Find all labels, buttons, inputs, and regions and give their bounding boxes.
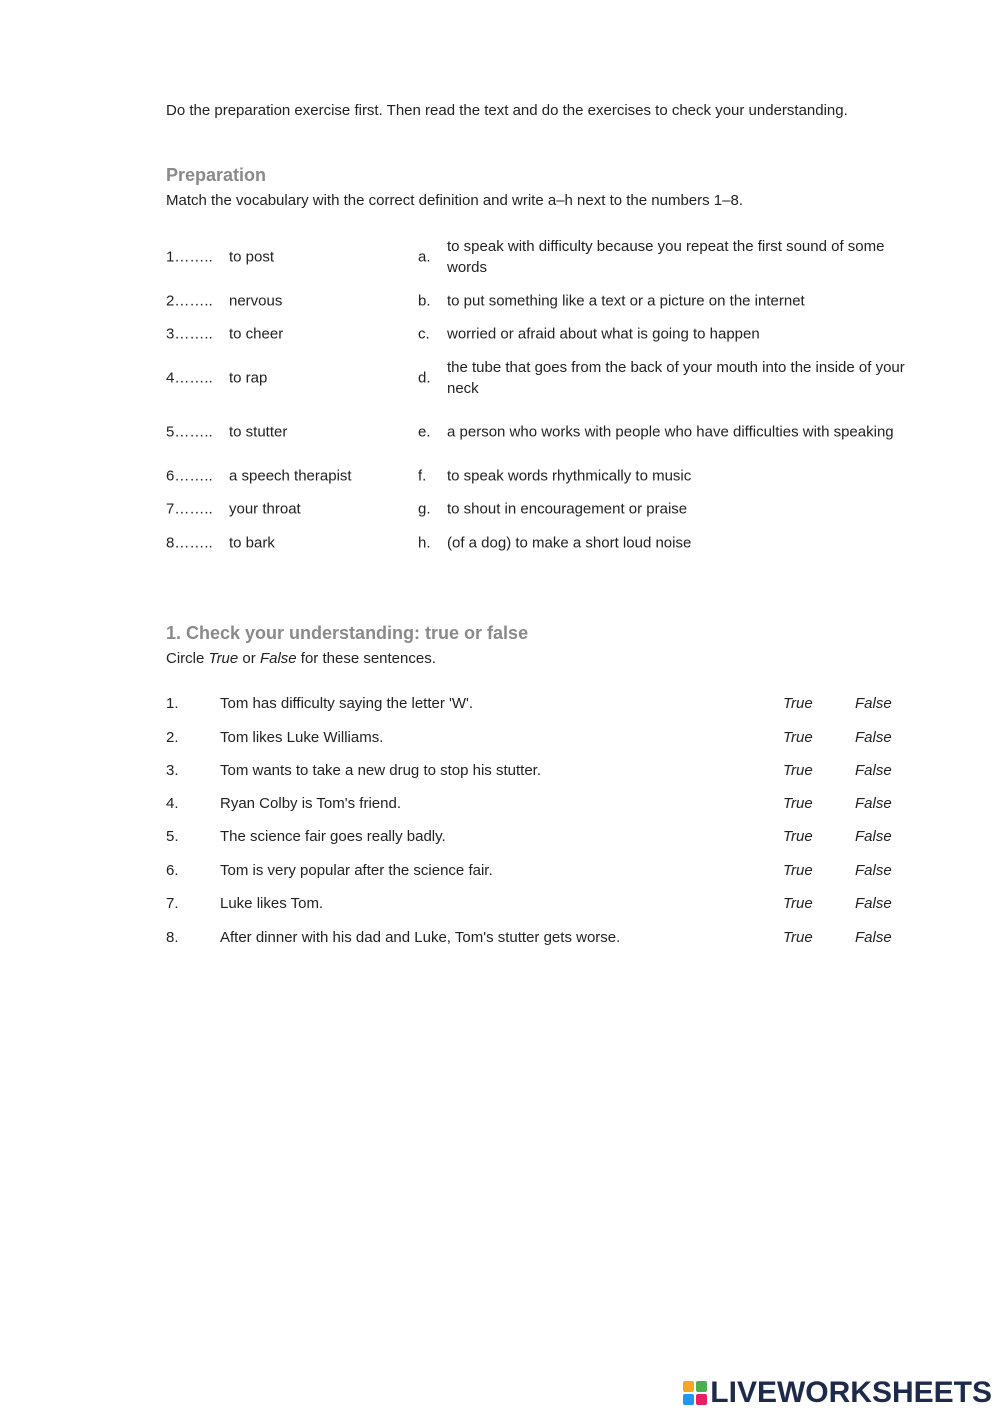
definition-text: to shout in encouragement or praise: [447, 500, 688, 518]
definition-text: (of a dog) to make a short loud noise: [447, 534, 692, 552]
true-option[interactable]: True: [783, 795, 813, 812]
intro-text: Do the preparation exercise first. Then read the text and do the exercises to check your understanding.: [166, 102, 848, 119]
item-number: 5.: [166, 828, 179, 845]
vocab-word: to post: [229, 248, 275, 266]
item-number: 8.: [166, 929, 179, 946]
definition-letter: e.: [418, 423, 431, 441]
true-option[interactable]: True: [783, 895, 813, 912]
item-number: 2.: [166, 729, 179, 746]
definition-letter: d.: [418, 369, 431, 387]
true-false-row: [166, 695, 906, 719]
vocab-word: a speech therapist: [229, 467, 352, 485]
definition-text: the tube that goes from the back of your mouth into the inside of your neck: [447, 359, 905, 397]
definition-letter: f.: [418, 467, 427, 485]
false-option[interactable]: False: [855, 862, 892, 879]
vocab-row: [166, 521, 916, 565]
true-option[interactable]: True: [783, 929, 813, 946]
true-option[interactable]: True: [783, 695, 813, 712]
vocab-word: nervous: [229, 292, 283, 310]
preparation-instruction: Match the vocabulary with the correct definition and write a–h next to the numbers 1–8.: [166, 192, 743, 209]
false-option[interactable]: False: [855, 729, 892, 746]
statement: Tom is very popular after the science fair.: [220, 862, 493, 879]
vocab-number[interactable]: 3……..: [166, 325, 213, 343]
vocab-number[interactable]: 1……..: [166, 248, 213, 266]
definition-text: to speak with difficulty because you repeat the first sound of some words: [447, 238, 885, 276]
statement: The science fair goes really badly.: [220, 828, 446, 845]
vocab-row: [166, 312, 916, 356]
true-option[interactable]: True: [783, 828, 813, 845]
definition-letter: h.: [418, 534, 431, 552]
vocab-word: to rap: [229, 369, 268, 387]
true-false-row: [166, 862, 906, 886]
definition-text: a person who works with people who have difficulties with speaking: [447, 423, 894, 441]
vocab-row: [166, 410, 916, 454]
true-false-row: [166, 895, 906, 919]
definition-text: to put something like a text or a picture on the internet: [447, 292, 805, 310]
definition-letter: c.: [418, 325, 430, 343]
item-number: 3.: [166, 762, 179, 779]
vocab-word: your throat: [229, 500, 301, 518]
true-false-row: [166, 929, 906, 953]
true-false-instruction: Circle True or False for these sentences.: [166, 650, 436, 667]
item-number: 7.: [166, 895, 179, 912]
item-number: 6.: [166, 862, 179, 879]
liveworksheets-logo[interactable]: [683, 1376, 992, 1410]
false-option[interactable]: False: [855, 828, 892, 845]
vocab-number[interactable]: 8……..: [166, 534, 213, 552]
vocab-word: to stutter: [229, 423, 288, 441]
vocab-number[interactable]: 6……..: [166, 467, 213, 485]
true-option[interactable]: True: [783, 762, 813, 779]
definition-letter: g.: [418, 500, 431, 518]
true-option[interactable]: True: [783, 862, 813, 879]
vocab-word: to bark: [229, 534, 275, 552]
statement: Tom likes Luke Williams.: [220, 729, 384, 746]
item-number: 4.: [166, 795, 179, 812]
definition-letter: a.: [418, 248, 431, 266]
liveworksheets-logo-icon: [683, 1381, 707, 1405]
true-false-row: [166, 795, 906, 819]
definition-text: to speak words rhythmically to music: [447, 467, 692, 485]
false-option[interactable]: False: [855, 795, 892, 812]
preparation-heading: Preparation: [166, 165, 267, 185]
logo-text: LIVEWORKSHEETS: [710, 1376, 992, 1409]
vocab-number[interactable]: 4……..: [166, 369, 213, 387]
vocab-number[interactable]: 2……..: [166, 292, 213, 310]
true-option[interactable]: True: [783, 729, 813, 746]
statement: After dinner with his dad and Luke, Tom's stutter gets worse.: [220, 929, 621, 946]
statement: Ryan Colby is Tom's friend.: [220, 795, 401, 812]
definition-letter: b.: [418, 292, 431, 310]
vocab-word: to cheer: [229, 325, 284, 343]
true-false-row: [166, 762, 906, 786]
statement: Tom wants to take a new drug to stop his stutter.: [220, 762, 541, 779]
false-option[interactable]: False: [855, 695, 892, 712]
vocab-number[interactable]: 5……..: [166, 423, 213, 441]
vocab-row: [166, 356, 916, 400]
false-option[interactable]: False: [855, 929, 892, 946]
true-false-row: [166, 729, 906, 753]
true-false-heading: 1. Check your understanding: true or false: [166, 623, 529, 643]
definition-text: worried or afraid about what is going to happen: [447, 325, 760, 343]
false-option[interactable]: False: [855, 895, 892, 912]
statement: Tom has difficulty saying the letter 'W'.: [220, 695, 474, 712]
false-option[interactable]: False: [855, 762, 892, 779]
vocab-row: [166, 235, 916, 279]
true-false-row: [166, 828, 906, 852]
vocab-number[interactable]: 7……..: [166, 500, 213, 518]
statement: Luke likes Tom.: [220, 895, 324, 912]
item-number: 1.: [166, 695, 179, 712]
